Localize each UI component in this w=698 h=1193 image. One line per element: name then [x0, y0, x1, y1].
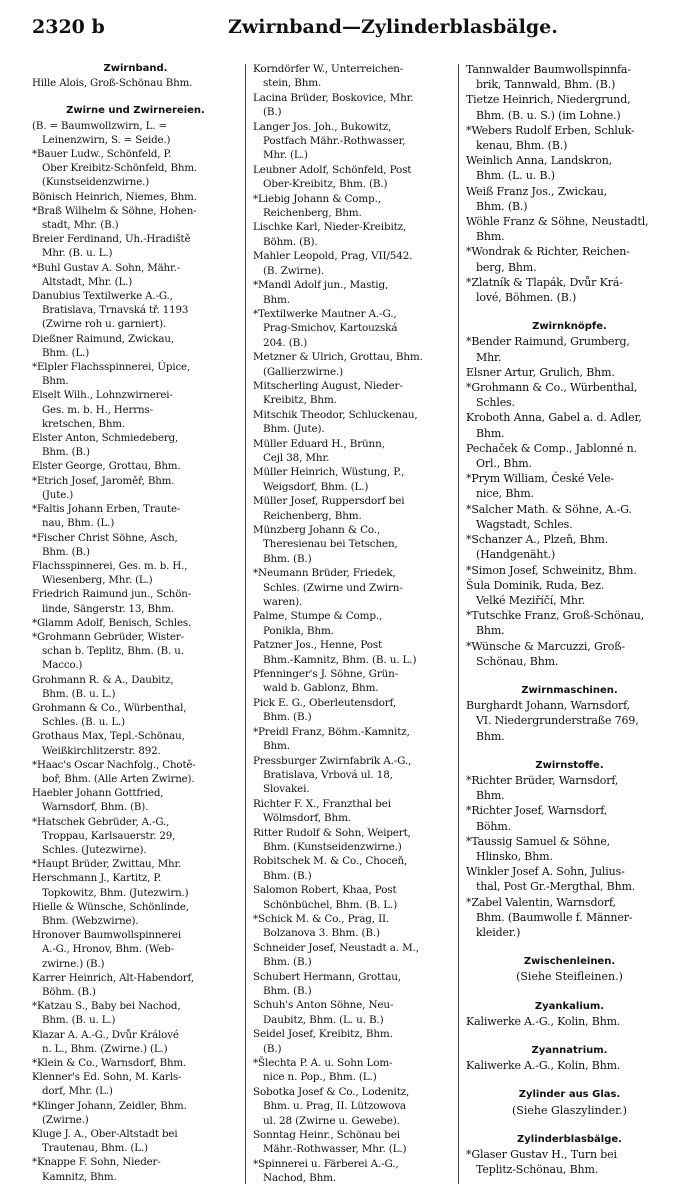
directory-entry: Šula Dominik, Ruda, Bez. Velké Meziříčí, Mhr. — [466, 578, 605, 607]
directory-entry: Lischke Karl, Nieder-Kreibitz, Böhm. (B). — [253, 221, 407, 248]
directory-entry: *Knappe F. Sohn, Nieder- Kamnitz, Bhm. — [32, 1156, 161, 1183]
directory-entry: Müller Heinrich, Wüstung, P., Weigsdorf, Bhm. (L.) — [253, 466, 405, 493]
directory-entry: Ritter Rudolf & Sohn, Weipert, Bhm. (Kunstseidenzwirne.) — [253, 826, 411, 853]
directory-entry: *Grohmann & Co., Würbenthal, Schles. — [466, 381, 638, 410]
directory-entry: *Schanzer A., Plzeň, Bhm. (Handgenäht.) — [466, 533, 609, 562]
directory-entry: Herschmann J., Kartitz, P. Topkowitz, Bhm. (Jutezwirn.) — [32, 872, 189, 899]
section-heading: Zylinderblasbälge. — [517, 1133, 622, 1145]
directory-entry: Münzberg Johann & Co., Theresienau bei Tetschen, Bhm. (B.) — [253, 524, 398, 565]
directory-entry: Patzner Jos., Henne, Post Bhm.-Kamnitz, Bhm. (B. u. L.) — [253, 639, 417, 666]
directory-entry: Winkler Josef A. Sohn, Julius- thal, Post Gr.-Mergthal, Bhm. — [466, 865, 636, 894]
directory-entry: Tietze Heinrich, Niedergrund, Bhm. (B. u. S.) (im Lohne.) — [466, 93, 631, 122]
directory-entry: *Richter Brüder, Warnsdorf, Bhm. — [466, 773, 619, 803]
directory-entry: *Wünsche & Marcuzzi, Groß- Schönau, Bhm. — [466, 639, 625, 668]
directory-entry: *Glamm Adolf, Benisch, Schles. — [32, 616, 192, 629]
directory-entry: *Tutschke Franz, Groß-Schönau, Bhm. — [466, 609, 645, 638]
directory-entry: Elster Anton, Schmiedeberg, Bhm. (B.) — [32, 432, 179, 459]
directory-entry: Mitschik Theodor, Schluckenau, Bhm. (Jute). — [253, 408, 418, 436]
directory-entry: Robitschek M. & Co., Choceň, Bhm. (B.) — [253, 855, 408, 882]
section-heading: Zwirnstoffe. — [535, 759, 604, 771]
directory-entry: Wöhle Franz & Söhne, Neustadtl, Bhm. — [466, 215, 649, 244]
section-spacer — [466, 1029, 673, 1043]
directory-entry: Metzner & Ulrich, Grottau, Bhm. (Gallierzwirne.) — [253, 351, 423, 378]
directory-entry: Pick E. G., Oberleutensdorf, Bhm. (B.) — [253, 696, 397, 724]
directory-entry: Leubner Adolf, Schönfeld, Post Ober-Kreibitz, Bhm. (B.) — [253, 163, 412, 191]
directory-entry: Hielle & Wünsche, Schönlinde, Bhm. (Webzwirne). — [32, 900, 189, 927]
directory-entry: Grohmann R. & A., Daubitz, Bhm. (B. u. L.) — [32, 673, 174, 700]
directory-entry: *Glaser Gustav H., Turn bei Teplitz-Schönau, Bhm. — [466, 1148, 617, 1177]
directory-entry: *Haupt Brüder, Zwittau, Mhr. — [32, 858, 182, 871]
directory-entry: *Zabel Valentin, Warnsdorf, Bhm. (Baumwolle f. Männer- kleider.) — [466, 895, 633, 939]
directory-entry: Kaliwerke A.-G., Kolin, Bhm. — [466, 1014, 621, 1028]
directory-entry: *Grohmann Gebrüder, Wister- schan b. Teplitz, Bhm. (B. u. Macco.) — [32, 630, 184, 672]
section-spacer — [466, 1073, 673, 1087]
directory-entry: *Webers Rudolf Erben, Schluk- kenau, Bhm. (B.) — [466, 123, 635, 153]
section-heading: Zyankalium. — [534, 1000, 605, 1012]
directory-entry: *Zlatník & Tlapák, Dvůr Krá- lové, Böhmen. (B.) — [466, 275, 623, 305]
directory-entry: *Hatschek Gebrüder, A.-G., Troppau, Karlsauerstr. 29, Schles. (Jutezwirne). — [32, 815, 176, 856]
directory-entry: *Elpler Flachsspinnerei, Úpice, Bhm. — [32, 361, 191, 388]
directory-entry: Danubius Textilwerke A.-G., Bratislava, Trnavská tř. 1193 (Zwirne roh u. garniert). — [32, 290, 189, 331]
section-spacer — [466, 1118, 673, 1132]
directory-entry: Mitscherling August, Nieder- Kreibitz, Bhm. — [253, 379, 403, 407]
directory-entry: Tannwalder Baumwollspinnfa- brik, Tannwald, Bhm. (B.) — [466, 63, 631, 92]
directory-entry: *Richter Josef, Warnsdorf, Böhm. — [466, 804, 608, 833]
section-heading: Zwirnband. — [103, 63, 168, 74]
directory-entry: Breier Ferdinand, Uh.-Hradiště Mhr. (B. u. L.) — [32, 233, 191, 260]
directory-entry: *Haac's Oscar Nachfolg., Chotě- boř, Bhm. (Alle Arten Zwirne). — [32, 758, 196, 785]
directory-entry: Müller Josef, Ruppersdorf bei Reichenberg, Bhm. — [253, 495, 405, 522]
directory-entry: Salomon Robert, Khaa, Post Schönbüchel, Bhm. (B. L.) — [253, 884, 398, 911]
directory-entry: *Prym William, České Vele- nice, Bhm. — [466, 472, 615, 501]
directory-entry: Richter F. X., Franzthal bei Wölmsdorf, Bhm. — [253, 797, 391, 825]
directory-entry: *Etrich Josef, Jaroměř, Bhm. (Jute.) — [32, 474, 175, 501]
section-heading: Zwirne und Zwirnereien. — [66, 105, 205, 117]
section-heading: Zyannatrium. — [531, 1044, 608, 1056]
directory-entry: Sonntag Heinr., Schönau bei Mähr.-Rothwasser, Mhr. (L.) — [253, 1129, 407, 1156]
directory-entry: *Taussig Samuel & Söhne, Hlinsko, Bhm. — [466, 834, 611, 863]
directory-entry: Burghardt Johann, Warnsdorf, VI. Niedergrunderstraße 769, Bhm. — [466, 699, 639, 743]
directory-entry: *Klinger Johann, Zeidler, Bhm. (Zwirne.) — [32, 1099, 187, 1126]
directory-entry: Haebler Johann Gottfried, Warnsdorf, Bhm. (B). — [32, 787, 164, 814]
page-header — [32, 16, 672, 46]
directory-entry: Kluge J. A., Ober-Altstadt bei Trautenau, Bhm. (L.) — [32, 1128, 178, 1155]
directory-entry: Flachsspinnerei, Ges. m. b. H., Wiesenberg, Mhr. (L.) — [32, 559, 188, 587]
directory-entry: Pressburger Zwirnfabrik A.-G., Bratislava, Vrbová ul. 18, Slovakei. — [253, 754, 412, 796]
directory-entry: *Katzau S., Baby bei Nachod, Bhm. (B. u. L.) — [32, 1000, 181, 1027]
directory-columns — [32, 62, 676, 1186]
section-spacer — [32, 90, 239, 104]
directory-entry: Weinlich Anna, Landskron, Bhm. (L. u. B.) — [466, 154, 612, 183]
directory-entry: Friedrich Raimund jun., Schön- linde, Sängerstr. 13, Bhm. — [32, 588, 192, 615]
directory-entry: Klazar A. A.-G., Dvůr Králové n. L., Bhm. (Zwirne.) (L.) — [32, 1028, 179, 1055]
directory-entry: *Schick M. & Co., Prag, II. Bolzanova 3. Bhm. (B.) — [253, 912, 390, 940]
directory-entry: Kaliwerke A.-G., Kolin, Bhm. — [466, 1059, 621, 1073]
directory-entry: Kroboth Anna, Gabel a. d. Adler, Bhm. — [466, 411, 642, 440]
directory-entry: *Neumann Brüder, Friedek, Schles. (Zwirne und Zwirn- waren). — [253, 567, 403, 609]
running-title: Zwirnband—Zylinderblasbälge. — [228, 16, 558, 38]
directory-entry: *Buhl Gustav A. Sohn, Mähr.- Altstadt, Mhr. (L.) — [32, 261, 181, 288]
column-2 — [253, 62, 460, 1186]
directory-entry: Sobotka Josef & Co., Lodenitz, Bhm. u. Prag, II. Lützowova ul. 28 (Zwirne u. Gewebe). — [253, 1085, 410, 1127]
directory-entry: Grohmann & Co., Würbenthal, Schles. (B. u. L.) — [32, 701, 187, 729]
directory-entry: Grothaus Max, Tepl.-Schönau, Weißkirchlitzerstr. 892. — [32, 730, 185, 757]
section-spacer — [466, 305, 673, 319]
directory-entry: Seidel Josef, Kreibitz, Bhm. (B.) — [253, 1028, 393, 1055]
cross-reference-note: (Siehe Glaszylinder.) — [512, 1103, 627, 1117]
directory-entry: *Mandl Adolf jun., Mastig, Bhm. — [253, 279, 389, 306]
directory-entry: Schubert Hermann, Grottau, Bhm. (B.) — [253, 970, 401, 997]
column-3 — [466, 62, 673, 1186]
directory-entry: Pfenninger's J. Söhne, Grün- wald b. Gablonz, Bhm. — [253, 668, 399, 695]
section-spacer — [466, 985, 673, 999]
directory-entry: Elster George, Grottau, Bhm. — [32, 460, 181, 473]
directory-entry: Langer Jos. Joh., Bukowitz, Postfach Mähr.-Rothwasser, Mhr. (L.) — [253, 120, 406, 162]
directory-entry: Karrer Heinrich, Alt-Habendorf, Böhm. (B.) — [32, 971, 194, 998]
directory-entry: *Spinnerei u. Färberei A.-G., Nachod, Bhm. — [253, 1157, 399, 1185]
directory-entry: *Bauer Ludw., Schönfeld, P. Ober Kreibitz-Schönfeld, Bhm. (Kunstseidenzwirne.) — [32, 148, 198, 189]
section-heading: Zwischenleinen. — [523, 956, 616, 968]
directory-entry: *Salcher Math. & Söhne, A.-G. Wagstadt, Schles. — [466, 502, 632, 531]
directory-entry: Dießner Raimund, Zwickau, Bhm. (L.) — [32, 332, 174, 359]
directory-entry: *Braß Wilhelm & Söhne, Hohen- stadt, Mhr. (B.) — [32, 204, 197, 232]
section-spacer — [466, 940, 673, 954]
directory-entry: *Simon Josef, Schweinitz, Bhm. — [466, 563, 637, 577]
directory-entry: Klenner's Ed. Sohn, M. Karls- dorf, Mhr. (L.) — [32, 1071, 182, 1098]
directory-entry: Korndörfer W., Unterreichen- stein, Bhm. — [253, 63, 404, 90]
directory-entry: Elsner Artur, Grulich, Bhm. — [466, 365, 615, 379]
directory-entry: *Textilwerke Mautner A.-G., Prag-Smichov, Kartouzská 204. (B.) — [253, 307, 398, 349]
directory-entry: *Liebig Johann & Comp., Reichenberg, Bhm. — [253, 192, 381, 220]
directory-entry: *Fischer Christ Söhne, Asch, Bhm. (B.) — [32, 531, 178, 558]
directory-entry: (B. = Baumwollzwirn, L. = Leinenzwirn, S. = Seide.) — [32, 119, 171, 146]
directory-entry: Weiß Franz Jos., Zwickau, Bhm. (B.) — [466, 184, 608, 213]
directory-entry: Schuh's Anton Söhne, Neu- Daubitz, Bhm. (L. u. B.) — [253, 999, 394, 1026]
directory-entry: *Preidl Franz, Böhm.-Kamnitz, Bhm. — [253, 725, 410, 753]
directory-entry: *Faltis Johann Erben, Traute- nau, Bhm. (L.) — [32, 503, 181, 530]
section-heading: Zylinder aus Glas. — [518, 1089, 621, 1101]
directory-entry: *Šlechta P. A. u. Sohn Lom- nice n. Pop., Bhm. (L.) — [253, 1057, 393, 1084]
section-spacer — [466, 744, 673, 758]
page-number: 2320 b — [32, 16, 105, 38]
directory-entry: Lacina Brüder, Boskovice, Mhr. (B.) — [253, 91, 414, 119]
directory-entry: Mahler Leopold, Prag, VII/542. (B. Zwirne). — [253, 250, 413, 277]
section-heading: Zwirnmaschinen. — [521, 684, 618, 696]
directory-entry: Hronover Baumwollspinnerei A.-G., Hronov, Bhm. (Web- zwirne.) (B.) — [32, 929, 181, 970]
directory-entry: Hille Alois, Groß-Schönau Bhm. — [32, 77, 193, 90]
directory-entry: Schneider Josef, Neustadt a. M., Bhm. (B.) — [253, 941, 419, 969]
directory-entry: *Klein & Co., Warnsdorf, Bhm. — [32, 1057, 187, 1070]
section-spacer — [466, 669, 673, 683]
directory-entry: Palme, Stumpe & Comp., Ponikla, Bhm. — [253, 610, 383, 637]
directory-entry: Pechaček & Comp., Jablonné n. Orl., Bhm. — [466, 441, 637, 471]
directory-entry: Bönisch Heinrich, Niemes, Bhm. — [32, 190, 197, 203]
directory-entry: *Bender Raimund, Grumberg, Mhr. — [466, 335, 630, 364]
cross-reference-note: (Siehe Steifleinen.) — [516, 970, 623, 984]
directory-entry: Müller Eduard H., Brünn, Cejl 38, Mhr. — [253, 437, 385, 464]
directory-entry: *Wondrak & Richter, Reichen- berg, Bhm. — [466, 245, 630, 274]
directory-entry: Elselt Wilh., Lohnzwirnerei- Ges. m. b. H., Herrns- kretschen, Bhm. — [32, 389, 173, 430]
section-heading: Zwirnknöpfe. — [532, 321, 607, 333]
column-1 — [32, 62, 239, 1186]
